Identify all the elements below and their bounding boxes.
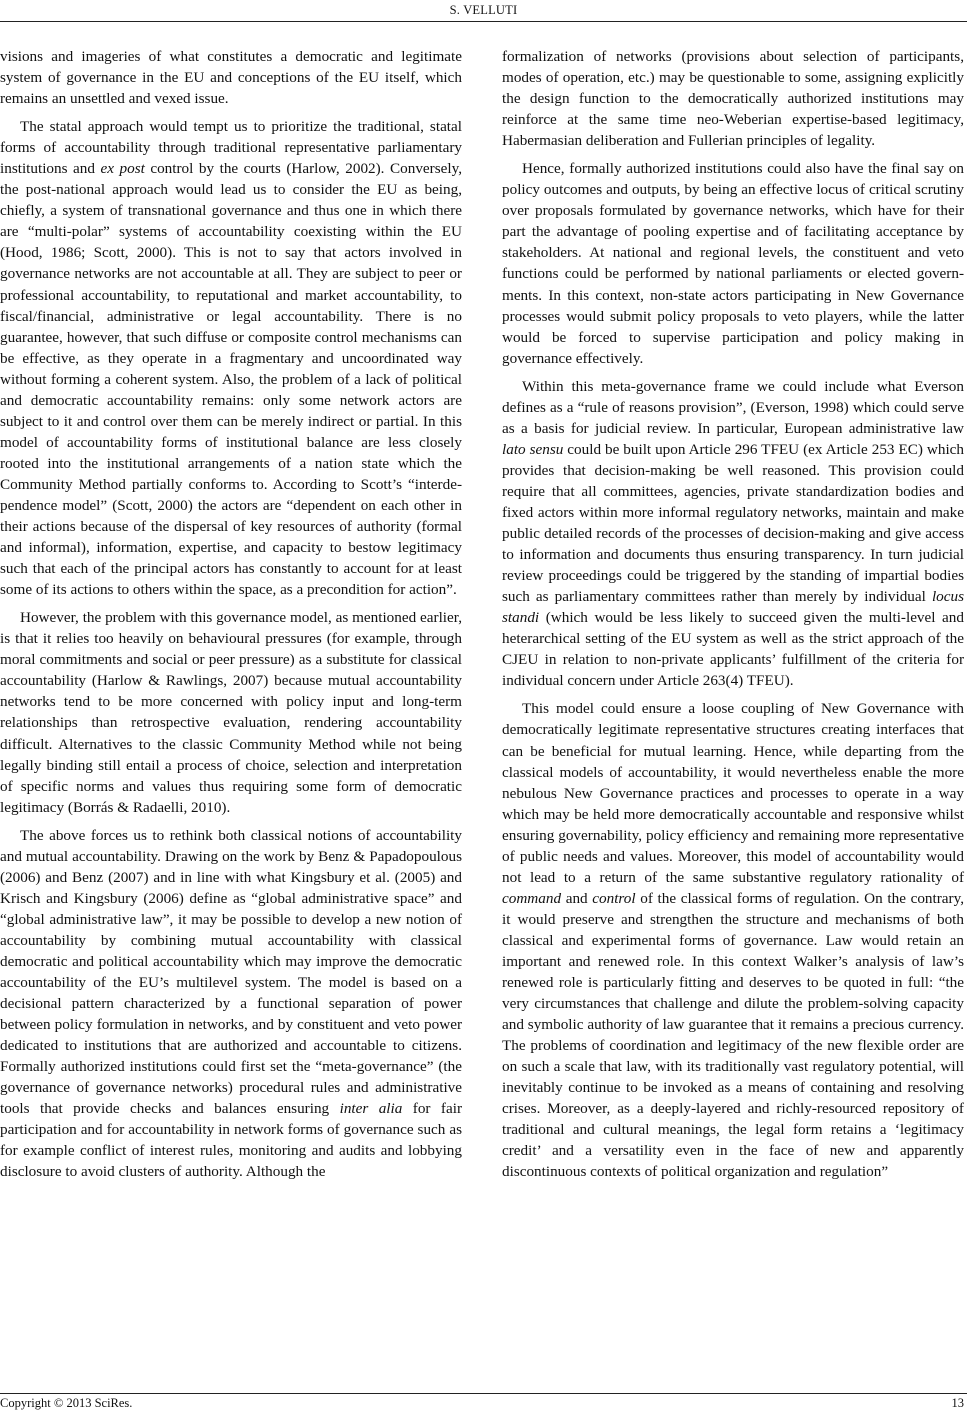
paragraph — [502, 698, 964, 1182]
running-head: S. VELLUTI — [449, 3, 518, 17]
footer-rule — [0, 1393, 967, 1394]
paragraph — [502, 376, 964, 692]
text: could be built upon Article 296 TFEU (ex Article 253 EC) which provides that decision-making be well reasoned. This provision could require that all committees, agencies, private standardization bodies and fixed actors within more informal regulatory networks, maintain and make public detailed records of the processes of decision-making and give access to information and documents thus ensuring transparency. In turn judicial review proceedings could be triggered by the standing of impartial bodies such as parliamentary committees rather than merely by individual — [502, 440, 964, 606]
text: visions and imageries of what constitutes a democratic and legitimate system of governance in the EU and conceptions of the EU itself, which remains an unsettled and vexed issue. — [0, 48, 462, 108]
right-column — [502, 46, 964, 1189]
italic-term: inter alia — [339, 1100, 403, 1118]
paragraph — [0, 825, 462, 1183]
text: The above forces us to rethink both classical notions of accountability and mutual accountability. Drawing on the work by Benz & Papadopoulous (2006) and Benz (2007) and in line with what Kingsbury et al. (2005) and Krisch and Kingsbury (2006) define as “global administrative space” and “global administrative law”, it may be possible to develop a new notion of accountability by combining mutual accountability with classical democratic and political accountability which may improve the democratic accountability of the EU’s multilevel system. The model is based on a decisional pattern characterized by a functional separation of power between policy formulation in networks, and by constituent and veto power dedicated to institutions that are authorized and accountable to citizens. Formally authorized institutions could first set the “meta-governance” (the governance of governance networks) procedural rules and administrative tools that provide checks and balances ensuring — [0, 826, 462, 1118]
text: This model could ensure a loose coupling of New Governance with democratically legitimate representative structures creating interfaces that can be beneficial for mutual learning. Hence, while departing from the classical models of accountability, it would nevertheless enable the more nebulous New Governance practices and processes to operate in a way which may be held more democratically accountable and responsive whilst ensuring governability, policy efficiency and remaining more representative of public needs and values. Moreover, this model of accountability would not lead to a return of the same substantive regulatory rationality of — [502, 700, 964, 886]
paragraph — [502, 158, 964, 368]
copyright-notice: Copyright © 2013 SciRes. — [0, 1396, 133, 1410]
text: of the classical forms of regulation. On the contrary, it would preserve and strengthen the structure and mechanisms of both classical and experimental forms of governance. Law would retain an important and renewed role. In this context Walker’s analysis of law’s renewed role is particularly fitting and deserves to be quoted in full: “the very circumstances that challenge and dilute the problem-solving capacity and symbolic authority of law guarantee that it remains a precious currency. The problems of coordination and legitimacy of the new flexible order are on such a scale that law, with its traditionally vast regulatory potential, will inevitably continue to be invoked as a means of containing and resolving crises. Moreover, as a deeply-layered and richly-resourced repository of traditional and cultural meanings, the legal form retains a ‘legitimacy credit’ and a versatility even in the face of new and apparently discontinuous contexts of political organization and regulation” — [502, 889, 964, 1181]
text: Within this meta-governance frame we could include what Everson defines as a “rule of reasons provision”, (Everson, 1998) which could serve as a basis for judicial review. In particular, European administrative law — [502, 377, 964, 437]
paragraph — [0, 116, 462, 600]
italic-term: control — [592, 889, 636, 907]
italic-term: command — [502, 889, 562, 907]
text: control by the courts (Harlow, 2002). Conversely, the post-national approach would lead us to consider the EU as being, chiefly, a system of transnational governance and thus one in which there are “multi-polar” systems of accountability coexisting within the EU (Hood, 1986; Scott, 2000). This is not to say that actors involved in governance networks are not accountable at all. They are subject to peer or professional accountability, to reputational and market accountability, to fiscal/financial, administrative or legal accountability. There is no guarantee, however, that such diffuse or composite control mechanisms can be effective, as they operate in a fragmentary and uncoordinated way without forming a coherent system. Also, the problem of a lack of political and democratic accountability remains: only some network actors are subject to it and control over them can be merely indirect or partial. In this model of accountability forms of institutional balance are less closely rooted into the institutional arrangements of a nation state which the Community Method partially conforms to. According to Scott’s “interdependence model” (Scott, 2000) the actors are “dependent on each other in their actions because of the dispersal of key resources of authority (formal and informal), information, expertise, and capacity to bestow legitimacy such that each of the principal actors has constantly to account for at least some of its actions to others within the space, as a precondition for action”. — [0, 160, 462, 599]
paragraph — [0, 46, 462, 109]
paragraph — [0, 607, 462, 817]
text: and — [561, 889, 593, 907]
left-column — [0, 46, 462, 1189]
italic-term: lato sensu — [502, 440, 564, 458]
italic-term: ex post — [100, 160, 145, 178]
header-rule — [0, 21, 967, 22]
text: for fair participation and for accountability in network forms of governance such as for example conflict of interest rules, monitoring and audits and lobbying disclosure to avoid clusters of authority. Although the — [0, 1100, 462, 1181]
text: (which would be less likely to succeed given the multi-level and heterarchical setting of the EU system as well as the strict approach of the CJEU in relation to non-private applicants’ fulfillment of the criteria for individual concern under Article 263(4) TFEU). — [502, 609, 964, 690]
italic-term: locus standi — [502, 588, 964, 627]
text: formalization of networks (provisions about selection of participants, modes of operation, etc.) may be questionable to some, assigning explicitly the design function to the democratically authorized institutions may reinforce at the same time neo-Weberian expertise-based legitimacy, Habermasian deliberation and Fullerian principles of legality. — [502, 48, 964, 150]
paragraph — [502, 46, 964, 151]
page-number: 13 — [951, 1396, 964, 1410]
text: However, the problem with this governance model, as mentioned earlier, is that it relies too heavily on behavioural pressures (for example, through moral commitments and social or peer pressure) as a substitute for classical accountability (Harlow & Rawlings, 2007) because mutual accountability networks tend to be more concerned with policy input and long-term relationships than retrospective evaluation, rendering accountability difficult. Alternatives to the classic Community Method while not being legally binding still entail a process of choice, selection and interpretation of specific norms and values thus requiring some form of democratic legitimacy (Borrás & Radaelli, 2010). — [0, 609, 462, 816]
text: Hence, formally authorized institutions could also have the final say on policy outcomes and outputs, by being an effective locus of critical scrutiny over proposals formulated by governance networks, which have for their part the advantage of pooling expertise and of facilitating acceptance by stakeholders. At national and regional levels, the constituent and veto functions could be performed by national parliaments or elected governments. In this context, non-state actors participating in New Governance processes would submit policy proposals to veto players, while the latter would be forced to supervise participation and policy making in governance effectively. — [502, 160, 964, 367]
text: The statal approach would tempt us to prioritize the traditional, statal forms of accountability through traditional representative parliamentary institutions and — [0, 118, 462, 178]
